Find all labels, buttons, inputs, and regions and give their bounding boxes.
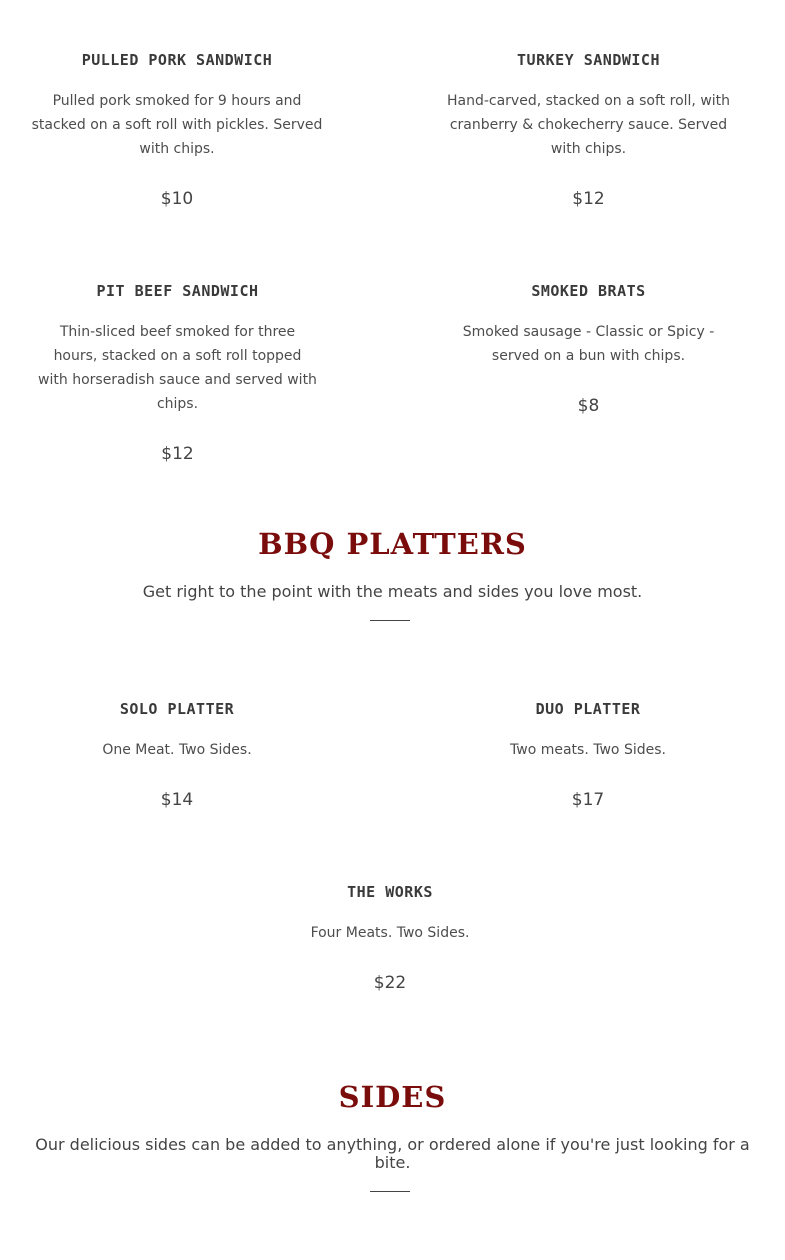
item-name: SMOKED BRATS (531, 282, 646, 300)
menu-item-turkey-sandwich (440, 50, 737, 211)
menu-item-pulled-pork-sandwich (27, 50, 327, 211)
item-price: $8 (577, 396, 600, 416)
section-title-sides: SIDES (338, 1080, 447, 1114)
item-name: THE WORKS (347, 883, 433, 901)
item-price: $17 (571, 790, 605, 810)
item-name: SOLO PLATTER (119, 700, 235, 718)
item-name: PIT BEEF SANDWICH (96, 282, 259, 300)
section-divider (370, 620, 410, 621)
section-divider (370, 1191, 410, 1192)
item-description: One Meat. Two Sides. (102, 742, 252, 758)
item-description: Two meats. Two Sides. (510, 742, 666, 758)
item-description: Hand-carved, stacked on a soft roll, with cranberry & chokecherry sauce. Served with chips. (446, 93, 731, 157)
item-description: Smoked sausage - Classic or Spicy - served on a bun with chips. (462, 324, 715, 364)
section-title-bbq-platters: BBQ PLATTERS (258, 527, 527, 561)
item-price: $12 (161, 444, 194, 464)
item-description: Pulled pork smoked for 9 hours and stacked on a soft roll with pickles. Served with chips. (31, 93, 323, 157)
menu-item-pit-beef-sandwich (37, 281, 318, 466)
item-price: $14 (160, 790, 194, 810)
item-description: Four Meats. Two Sides. (310, 925, 470, 941)
section-subtitle-bbq-platters: Get right to the point with the meats and sides you love most. (142, 582, 643, 601)
section-subtitle-sides: Our delicious sides can be added to anything, or ordered alone if you're just looking for a bite. (35, 1135, 750, 1172)
item-description: Thin-sliced beef smoked for three hours, stacked on a soft roll topped with horseradish sauce and served with chips. (38, 324, 317, 412)
item-name: TURKEY SANDWICH (517, 51, 660, 69)
menu-item-smoked-brats (440, 281, 737, 418)
menu-item-solo-platter (27, 699, 327, 812)
item-price: $10 (160, 189, 194, 209)
menu-item-duo-platter (438, 699, 738, 812)
menu-item-the-works (240, 882, 540, 995)
item-price: $12 (572, 189, 605, 209)
item-name: DUO PLATTER (535, 700, 641, 718)
item-name: PULLED PORK SANDWICH (81, 51, 273, 69)
item-price: $22 (373, 973, 407, 993)
